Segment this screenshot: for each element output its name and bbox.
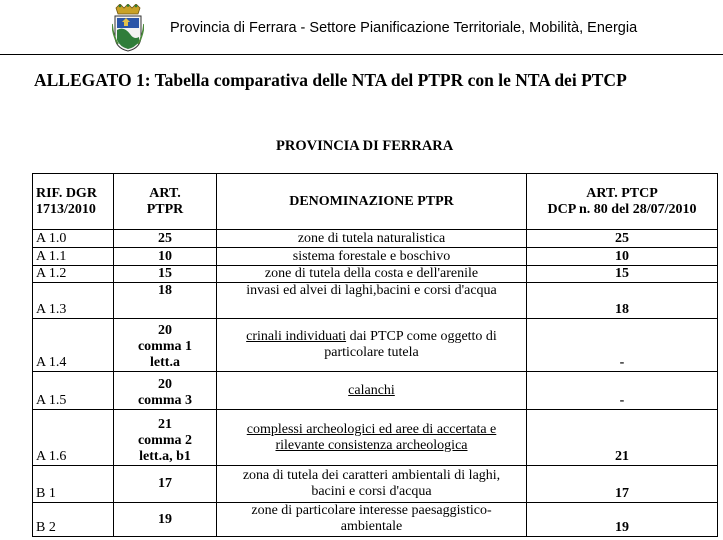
cell-ptcp: 18 xyxy=(527,283,718,319)
table-title: PROVINCIA DI FERRARA xyxy=(276,138,454,154)
cell-rif: A 1.6 xyxy=(33,410,114,466)
cell-rif: A 1.4 xyxy=(33,319,114,372)
cell-art-line2: comma 1 xyxy=(137,339,193,354)
table-row xyxy=(33,266,718,283)
cell-denominazione xyxy=(217,319,527,372)
cell-den-line2: ambientale xyxy=(340,519,403,534)
cell-rif: A 1.3 xyxy=(33,283,114,319)
table-row xyxy=(33,283,718,319)
cell-art xyxy=(114,410,217,466)
header-art-ptpr xyxy=(114,174,217,230)
cell-art: 19 xyxy=(114,503,217,537)
cell-rif: A 1.5 xyxy=(33,372,114,410)
cell-ptcp: 15 xyxy=(527,266,718,283)
comparison-table xyxy=(32,173,718,537)
cell-den-rest: dai PTCP come oggetto di xyxy=(346,329,497,344)
cell-art: 25 xyxy=(114,230,217,248)
cell-den-line1: zona di tutela dei caratteri ambientali di laghi, xyxy=(242,468,501,483)
cell-art-line3: lett.a xyxy=(150,355,180,370)
header-ptcp-line1: ART. PTCP xyxy=(586,185,658,201)
cell-rif: A 1.1 xyxy=(33,248,114,266)
cell-denominazione: zone di tutela della costa e dell'arenile xyxy=(217,266,527,283)
cell-denominazione xyxy=(217,466,527,503)
cell-denominazione xyxy=(217,410,527,466)
cell-rif: A 1.0 xyxy=(33,230,114,248)
cell-art-line1: 20 xyxy=(158,377,172,392)
cell-denominazione: zone di tutela naturalistica xyxy=(217,230,527,248)
cell-art: 18 xyxy=(114,283,217,319)
cell-art-line1: 20 xyxy=(158,323,172,338)
cell-ptcp: 19 xyxy=(527,503,718,537)
header-art-line2: PTPR xyxy=(146,201,184,217)
cell-art: 15 xyxy=(114,266,217,283)
cell-ptcp: - xyxy=(527,372,718,410)
header-denominazione: DENOMINAZIONE PTPR xyxy=(217,174,527,230)
cell-art-line2: comma 2 xyxy=(137,433,193,448)
header-art-line1: ART. xyxy=(149,185,181,201)
cell-art: 10 xyxy=(114,248,217,266)
header-rif-line2: 1713/2010 xyxy=(36,201,96,217)
table-row xyxy=(33,503,718,537)
cell-den-underlined: crinali individuati xyxy=(246,329,347,344)
table-row xyxy=(33,410,718,466)
header-divider xyxy=(0,54,723,55)
cell-den-line1: zone di particolare interesse paesaggistico- xyxy=(251,503,492,518)
cell-ptcp: 21 xyxy=(527,410,718,466)
header-title: Provincia di Ferrara - Settore Pianificazione Territoriale, Mobilità, Energia xyxy=(170,20,638,36)
cell-den-line1: complessi archeologici ed aree di accertata e xyxy=(246,421,497,437)
cell-art xyxy=(114,372,217,410)
cell-rif: B 2 xyxy=(33,503,114,537)
cell-den-line2: particolare tutela xyxy=(324,345,419,360)
header-rif-dgr xyxy=(33,174,114,230)
table-row xyxy=(33,230,718,248)
header-rif-line1: RIF. DGR xyxy=(36,185,97,201)
table-row xyxy=(33,466,718,503)
table-row xyxy=(33,248,718,266)
cell-rif: A 1.2 xyxy=(33,266,114,283)
cell-art-line1: 21 xyxy=(158,417,172,432)
cell-denominazione: sistema forestale e boschivo xyxy=(217,248,527,266)
header-ptcp-line2: DCP n. 80 del 28/07/2010 xyxy=(547,201,697,217)
cell-den-line2: rilevante consistenza archeologica xyxy=(275,437,468,453)
cell-art-line2: comma 3 xyxy=(137,393,193,408)
document-title: ALLEGATO 1: Tabella comparativa delle NTA del PTPR con le NTA dei PTCP xyxy=(34,70,627,90)
cell-ptcp: 25 xyxy=(527,230,718,248)
table-header-row xyxy=(33,174,718,230)
cell-denominazione: invasi ed alvei di laghi,bacini e corsi d'acqua xyxy=(217,283,527,319)
cell-denominazione xyxy=(217,372,527,410)
cell-rif: B 1 xyxy=(33,466,114,503)
table-row xyxy=(33,319,718,372)
header-art-ptcp xyxy=(527,174,718,230)
cell-denominazione xyxy=(217,503,527,537)
cell-ptcp: 10 xyxy=(527,248,718,266)
cell-ptcp: 17 xyxy=(527,466,718,503)
cell-ptcp: - xyxy=(527,319,718,372)
cell-art-line3: lett.a, b1 xyxy=(139,449,191,464)
province-coat-of-arms-icon xyxy=(112,4,144,52)
table-row xyxy=(33,372,718,410)
cell-den-line2: bacini e corsi d'acqua xyxy=(311,484,432,499)
cell-art xyxy=(114,319,217,372)
cell-den-underlined: calanchi xyxy=(348,382,395,398)
cell-art: 17 xyxy=(114,466,217,503)
cell-den-line1 xyxy=(220,329,523,345)
